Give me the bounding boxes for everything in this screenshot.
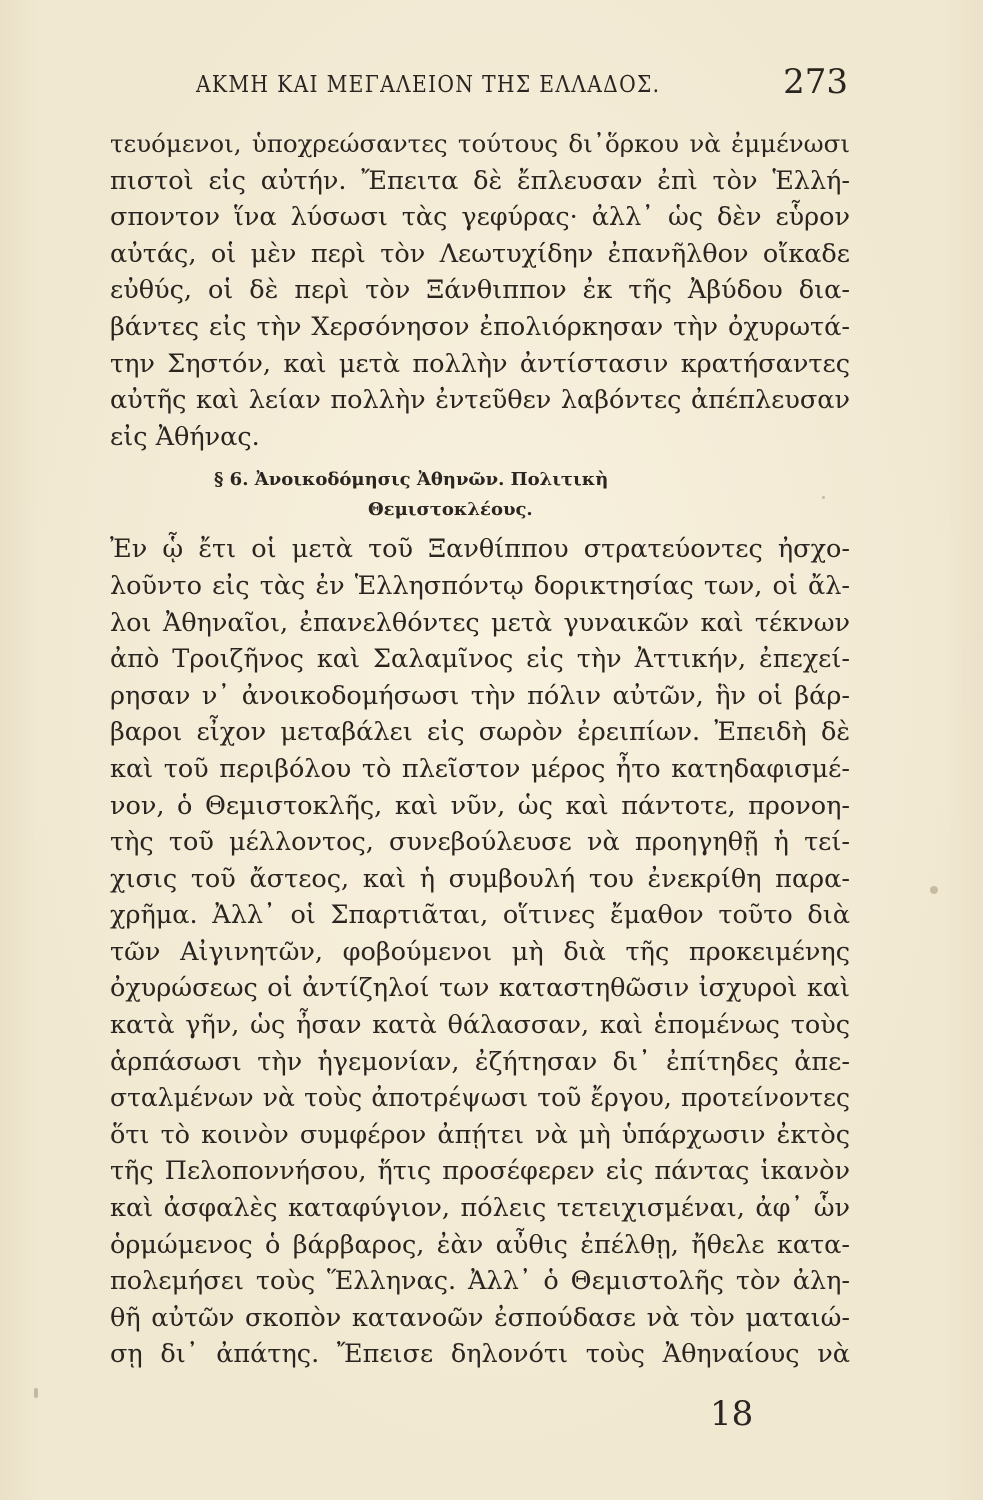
text-line: τευόμενοι, ὑποχρεώσαντες τούτους δι᾿ὅρκου νὰ ἐμμένωσι <box>110 129 850 158</box>
text-line: ὀχυρώσεως οἱ ἀντίζηλοί των καταστηθῶσιν ἰσχυροὶ καὶ <box>110 973 850 1004</box>
section-heading-continued: Θεμιστοκλέους. <box>368 499 533 521</box>
text-line: καὶ ἀσφαλὲς καταφύγιον, πόλεις τετειχισμέναι, ἀφ᾿ ὧν <box>110 1193 850 1224</box>
text-line: χρῆμα. Ἀλλ᾿ οἱ Σπαρτιᾶται, οἵτινες ἔμαθον τοῦτο διὰ <box>110 900 850 931</box>
text-line: σταλμένων νὰ τοὺς ἀποτρέψωσι τοῦ ἔργου, προτείνοντες <box>110 1083 850 1113</box>
text-line: ὅτι τὸ κοινὸν συμφέρον ἀπῄτει νὰ μὴ ὑπάρχωσιν ἐκτὸς <box>110 1119 850 1150</box>
text-line: λοῦντο εἰς τὰς ἐν Ἑλλησπόντῳ δορικτησίας των, οἱ ἄλ- <box>110 570 850 601</box>
text-line: τὴς τοῦ μέλλοντος, συνεβούλευσε νὰ προηγηθῇ ἡ τεί- <box>110 827 850 858</box>
text-line: αὐτῆς καὶ λείαν πολλὴν ἐντεῦθεν λαβόντες ἀπέπλευσαν <box>110 385 850 416</box>
text-line: χισις τοῦ ἄστεος, καὶ ἡ συμβουλή του ἐνεκρίθη παρα- <box>110 863 850 894</box>
text-line: τῶν Αἰγινητῶν, φοβούμενοι μὴ διὰ τῆς προκειμένης <box>110 936 850 967</box>
page-number: 273 <box>783 62 848 102</box>
text-line: νον, ὁ Θεμιστοκλῆς, καὶ νῦν, ὡς καὶ πάντοτε, προνοη- <box>110 790 850 821</box>
text-line: πολεμήσει τοὺς Ἕλληνας. Ἀλλ᾿ ὁ Θεμιστολῆς τὸν ἀλη- <box>110 1266 850 1297</box>
text-line: ἁρπάσωσι τὴν ἡγεμονίαν, ἐζήτησαν δι᾿ ἐπίτηδες ἀπε- <box>110 1046 850 1077</box>
text-line: βάντες εἰς τὴν Χερσόνησον ἐπολιόρκησαν τὴν ὀχυρωτά- <box>110 311 850 342</box>
text-line: θῆ αὐτῶν σκοπὸν κατανοῶν ἐσπούδασε νὰ τὸν ματαιώ- <box>110 1302 850 1333</box>
text-line: εὐθύς, οἱ δὲ περὶ τὸν Ξάνθιππον ἐκ τῆς Ἀβύδου δια- <box>110 275 850 306</box>
text-line: πιστοὶ εἰς αὐτήν. Ἔπειτα δὲ ἔπλευσαν ἐπὶ τὸν Ἑλλή- <box>110 165 850 196</box>
paper-speck <box>34 1388 38 1398</box>
text-line: ὁρμώμενος ὁ βάρβαρος, ἐὰν αὖθις ἐπέλθῃ, ἤθελε κατα- <box>110 1229 850 1260</box>
section-heading: § 6. Ἀνοικοδόμησις Ἀθηνῶν. Πολιτικὴ <box>214 469 609 491</box>
text-line: εἰς Ἀθήνας. <box>110 421 260 452</box>
text-line: ἀπὸ Τροιζῆνος καὶ Σαλαμῖνος εἰς τὴν Ἀττικήν, ἐπεχεί- <box>110 644 850 675</box>
text-line: σποντον ἵνα λύσωσι τὰς γεφύρας· ἀλλ᾿ ὡς δὲν εὗρον <box>110 202 850 233</box>
text-line: τῆς Πελοποννήσου, ἥτις προσέφερεν εἰς πάντας ἱκανὸν <box>110 1156 850 1187</box>
text-line: κατὰ γῆν, ὡς ἦσαν κατὰ θάλασσαν, καὶ ἑπομένως τοὺς <box>110 1010 850 1041</box>
body-text <box>110 126 850 1373</box>
text-line: λοι Ἀθηναῖοι, ἐπανελθόντες μετὰ γυναικῶν καὶ τέκνων <box>110 607 850 638</box>
text-line: ρησαν ν᾿ ἀνοικοδομήσωσι τὴν πόλιν αὐτῶν, ἣν οἱ βάρ- <box>110 680 850 711</box>
running-header <box>196 62 848 108</box>
text-line: καὶ τοῦ περιβόλου τὸ πλεῖστον μέρος ἦτο κατηδαφισμέ- <box>110 753 850 784</box>
text-line: Ἐν ᾧ ἔτι οἱ μετὰ τοῦ Ξανθίππου στρατεύοντες ἠσχο- <box>110 534 850 565</box>
paper-speck <box>822 496 825 499</box>
paper-speck <box>930 886 938 894</box>
text-line: βαροι εἶχον μεταβάλει εἰς σωρὸν ἐρειπίων. Ἐπειδὴ δὲ <box>110 717 850 748</box>
signature-mark: 18 <box>710 1394 754 1434</box>
text-line: αὐτάς, οἱ μὲν περὶ τὸν Λεωτυχίδην ἐπανῆλθον οἴκαδε <box>110 238 850 269</box>
text-line: την Σηστόν, καὶ μετὰ πολλὴν ἀντίστασιν κρατήσαντες <box>110 348 850 379</box>
running-title: ΑΚΜΗ ΚΑΙ ΜΕΓΑΛΕΙΟΝ ΤΗΣ ΕΛΛΑΔΟΣ. <box>196 72 661 98</box>
text-line: σῃ δι᾿ ἀπάτης. Ἔπεισε δηλονότι τοὺς Ἀθηναίους νὰ <box>110 1339 850 1370</box>
